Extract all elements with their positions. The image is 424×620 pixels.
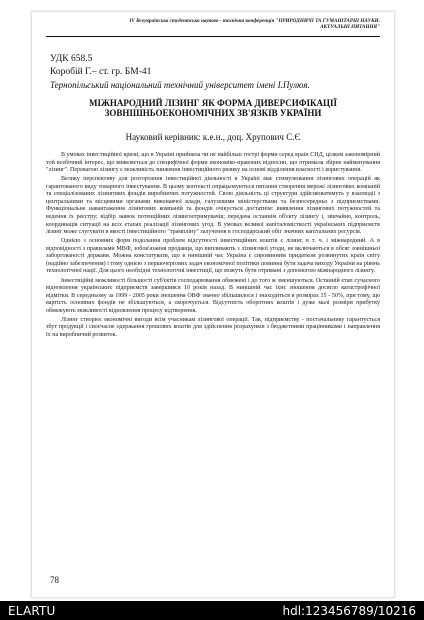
conference-header-line-2: АКТУАЛЬНІ ПИТАННЯ" <box>320 24 380 30</box>
handle-identifier: hdl:123456789/10216 <box>282 604 416 618</box>
paper-title <box>46 98 380 118</box>
paragraph: Лізинг створює економічні вигоди всім учасникам лізингової операції. Так, підприємству - постачальнику гарантується збут продукції і своєчасне одержання грошових коштів для здійснення розрахунків з бюджетними працівниками і направлення їх на виробничий розвиток. <box>46 316 380 338</box>
paragraph: Однією з основних форм подолання проблем відсутності інвестиційних коштів є лізинг, в т. ч. і міжнародний. А в відповідності з правилами МВФ, зобов'язання продавця, що випливають з лізингової угоди, не включаються в обсяг зовнішньої заборгованості держави. Можна констатувати, що в нинішній час Україна є сировинним придатком розвинутих країн світу (надійно забезпечення) і тому однією з першочергових задач економічної політики повинна бути задача виходу України на рівень технологічної нації. Для цього необхідні технологічні інвестиції, що можуть бути отримані з допомогою міжнародного лізингу. <box>46 238 380 275</box>
scientific-supervisor: Науковий керівник: к.е.н., доц. Хрупович С.Є <box>125 132 301 142</box>
paper-title-line-1: МІЖНАРОДНИЙ ЛІЗИНГ ЯК ФОРМА ДИВЕРСИФІКАЦІЇ <box>88 98 338 108</box>
paper-title-line-2: ЗОВНІШНЬОЕКОНОМІЧНИХ ЗВ'ЯЗКІВ УКРАЇНИ <box>104 108 322 118</box>
page-number: 78 <box>50 575 59 585</box>
conference-header-line-1: IV Всеукраїнська студентська науково - технічна конференція "ПРИРОДНИЧІ ТА ГУМАНІТАРНІ НАУКИ. <box>129 18 380 24</box>
author-line: Коробій Г.– ст. гр. БМ-41 <box>50 67 152 77</box>
article-body <box>46 152 380 341</box>
document-page <box>31 11 395 598</box>
affiliation: Тернопільський національний технічний університет імені І.Пулюя. <box>50 80 310 90</box>
repository-footer-bar <box>0 601 424 620</box>
conference-header <box>32 18 394 30</box>
repository-name: ELARTU <box>8 604 56 618</box>
paragraph: Велику перспективу для розгортання інвестиційної діяльності в Україні має стимулювання лізингових операцій як гарантованого виду товарного інвестування. В цьому контексті опрацьовуються питання створення мережі лізингових компаній та спеціалізованих лізингових фондів виробничих потужностей. Свою діяльність ці структури здійснюватимуть у взаємодії з центральними та місцевими органами виконавчої влади, галузевими міністерствами та безпосередньо з підприємствами. Функціональне навантаження лізингових компаній та фондів очікується достатнім: виявлення лізингових потужностей та ведення їх реєстру; відбір заявок потенційних лізингоотримувачів; передача останнім об'єкту лізингу і, звичайно, контроль, координація ситуації на всіх етапах реалізації лізингових угод. В умовах великої капіталомісткості українських підприємств лізинг може слугувати в якості інвестиційного "трампліну" залучення в господарський обіг значних капітальних ресурсів. <box>46 176 380 236</box>
header-divider <box>46 36 380 37</box>
paragraph: В умовах інвестиційної кризи, що в Україні прийняла чи не найбільш гострі форми серед країн СНД, цілком закономірний той всебічний інтерес, що виявляється до специфічної форми економіко-правових відносин, що отримала збірне найменування "лізинг". Перевагою лізингу є можливість зниження інвестиційного ризику на основі відділення власності і користування. <box>46 152 380 174</box>
paragraph: Інвестиційні можливості більшості суб'єктів господарювання обмежені і до того ж зменшуються. Останній етап сучасного відновлення українських підприємств завершився 10 років назад. В нинішній час їхнє зношення досягло катастрофічної відмітки. В середньому за 1999 - 2005 роки зношення ОВФ значно збільшилося і знаходиться в розмірах 35 - 50%, при тому, що вартість основних фондів не збільшуються, а скорочується. Відсутність оборотних коштів і дуже малі розміри прибутку обмежують можливості відновлення процесу відтворення. <box>46 277 380 314</box>
udc-code: УДК 658.5 <box>50 54 93 64</box>
